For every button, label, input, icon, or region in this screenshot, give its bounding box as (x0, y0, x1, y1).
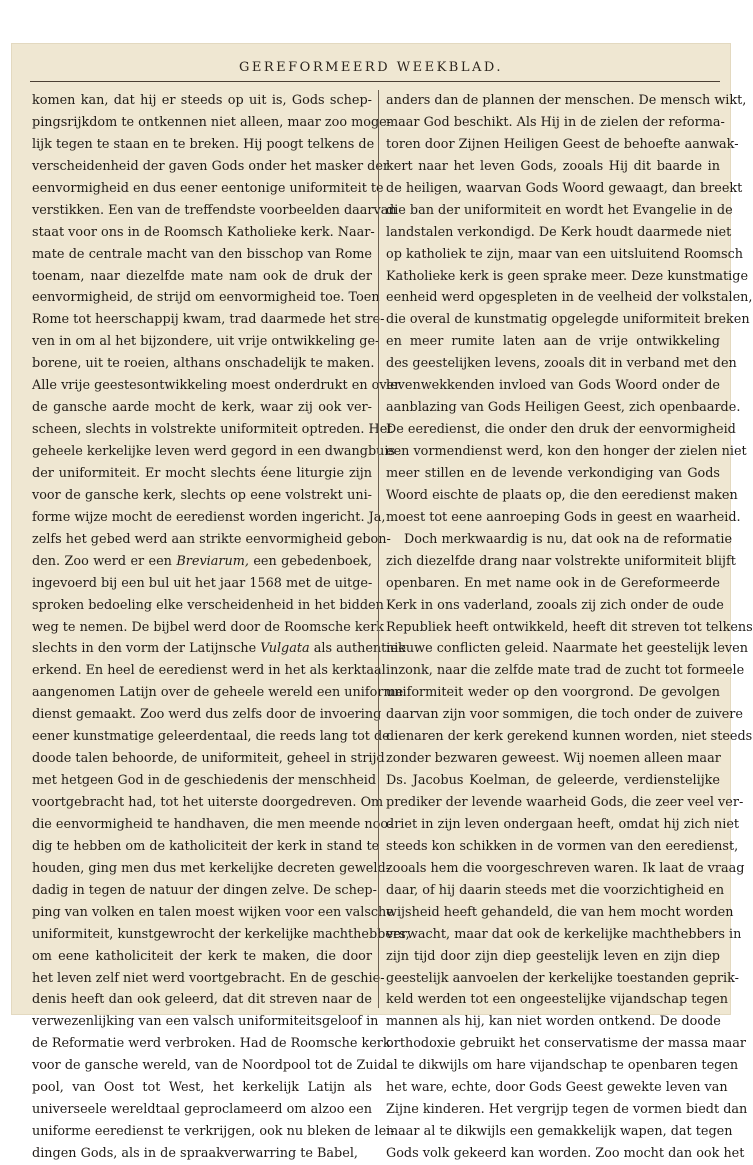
page-header: GEREFORMEERD WEEKBLAD. (239, 60, 503, 75)
text-line: eenheid werd opgespleten in de veelheid der volkstalen, (386, 290, 753, 306)
text-line: Ds. Jacobus Koelman, de geleerde, verdienstelijke (386, 773, 720, 789)
text-line: Rome tot heerschappij kwam, trad daarmede het stre- (32, 312, 385, 328)
text-line (32, 551, 372, 573)
italic-title: Breviarum, (176, 553, 249, 569)
text-line: wijsheid heeft gehandeld, die van hem mocht worden (386, 904, 734, 920)
text-line: maar God beschikt. Als Hij in de zielen der reforma- (386, 114, 725, 130)
text-line: dadig in tegen de natuur der dingen zelve. De schep- (32, 882, 377, 898)
text-line: voortgebracht had, tot het uiterste doorgedreven. Om (32, 795, 384, 810)
italic-title: Vulgata (260, 641, 310, 657)
text-line: geheele kerkelijke leven werd gegord in een dwangbuis (32, 444, 396, 459)
text-line: die ban der uniformiteit en wordt het Evangelie in de (386, 202, 733, 218)
text-line: driet in zijn leven ondergaan heeft, omdat hij zich niet (386, 816, 740, 832)
text-line: Kerk in ons vaderland, zooals zij zich onder de oude (386, 597, 724, 613)
text-segment: slechts in den vorm der Latijnsche (32, 641, 261, 657)
text-line: die overal de kunstmatig opgelegde uniformiteit breken (386, 312, 750, 328)
text-line: kert naar het leven Gods, zooals Hij dit baarde in (386, 158, 720, 174)
text-line: ven in om al het bijzondere, uit vrije ontwikkeling ge- (32, 334, 380, 350)
text-line: dienaren der kerk gerekend kunnen worden, niet steeds (386, 729, 753, 745)
text-line: verwacht, maar dat ook de kerkelijke machthebbers in (386, 926, 742, 942)
text-line: de heiligen, waarvan Gods Woord gewaagt, dan breekt (386, 180, 743, 196)
text-line: Doch merkwaardig is nu, dat ook na de reformatie (404, 531, 733, 547)
text-line: aangenomen Latijn over de geheele wereld een uniforme (32, 685, 404, 701)
text-line: scheen, slechts in volstrekte uniformiteit optreden. Het (32, 422, 393, 438)
text-line: mannen als hij, kan niet worden ontkend. De doode (386, 1014, 721, 1030)
text-line: het ware, echte, door Gods Geest gewekte leven van (386, 1080, 728, 1096)
text-line: maar al te dikwijls een gemakkelijk wapen, dat tegen (386, 1124, 733, 1140)
text-line: eenvormigheid, de strijd om eenvormigheid toe. Toen (32, 290, 380, 306)
text-line: openbaren. En met name ook in de Gereformeerde (386, 575, 720, 591)
text-line: moest tot eene aanroeping Gods in geest en waarheid. (386, 509, 741, 525)
text-line: zijn tijd door zijn diep geestelijk leven en zijn diep (386, 948, 720, 964)
text-line: aanblazing van Gods Heiligen Geest, zich openbaarde. (386, 400, 741, 416)
text-line: dig te hebben om de katholiciteit der kerk in stand te (32, 838, 380, 854)
text-line: ping van volken en talen moest wijken voor een valsche (32, 904, 394, 920)
text-line (32, 638, 406, 660)
text-line: De eeredienst, die onder den druk der eenvormigheid (386, 422, 736, 438)
text-line: nieuwe conflicten geleid. Naarmate het geestelijk leven (386, 641, 748, 657)
text-line: verwezenlijking van een valsch uniformiteitsgeloof in (32, 1014, 379, 1030)
text-line: forme wijze mocht de eeredienst worden ingericht. Ja, (32, 509, 386, 525)
text-line: doode talen behoorde, de uniformiteit, geheel in strijd (32, 751, 385, 767)
text-line: lijk tegen te staan en te breken. Hij poogt telkens de (32, 136, 375, 152)
text-line: Zijne kinderen. Het vergrijp tegen de vormen biedt dan (386, 1102, 748, 1118)
text-line: keld werden tot een ongeestelijke vijandschap tegen (386, 992, 728, 1008)
text-line: toren door Zijnen Heiligen Geest de behoefte aanwak- (386, 136, 739, 152)
text-segment: als authentiek (309, 641, 406, 657)
text-line: de Reformatie werd verbroken. Had de Roomsche kerk (32, 1036, 391, 1052)
header-rule (30, 81, 720, 82)
text-line: ingevoerd bij een bul uit het jaar 1568 met de uitge- (32, 575, 373, 591)
text-line: een vormendienst werd, kon den honger der zielen niet (386, 444, 747, 459)
text-line: houden, ging men dus met kerkelijke decreten geweld- (32, 860, 390, 876)
text-line: dingen Gods, als in de spraakverwarring te Babel, (32, 1146, 358, 1161)
text-line: eenvormigheid en dus eener eentonige uniformiteit te (32, 180, 384, 196)
right-column (386, 90, 753, 1165)
text-line: Alle vrije geestesontwikkeling moest onderdrukt en over (32, 378, 401, 394)
text-line: op katholiek te zijn, maar van een uitsluitend Roomsch (386, 246, 744, 262)
text-line: uniformiteit, kunstgewrocht der kerkelijke machthebbers, (32, 926, 410, 942)
text-line: pingsrijkdom te ontkennen niet alleen, maar zoo moge- (32, 114, 392, 130)
text-line: de gansche aarde mocht de kerk, waar zij ook ver- (32, 400, 372, 416)
text-line: om eene katholiciteit der kerk te maken, die door (32, 948, 372, 964)
text-line: pool, van Oost tot West, het kerkelijk Latijn als (32, 1080, 372, 1096)
text-line: Gods volk gekeerd kan worden. Zoo mocht dan ook het (386, 1146, 745, 1161)
text-line: landstalen verkondigd. De Kerk houdt daarmede niet (386, 224, 732, 240)
text-line: met hetgeen God in de geschiedenis der menschheid (32, 773, 377, 789)
text-line: prediker der levende waarheid Gods, die zeer veel ver- (386, 795, 744, 810)
text-line: steeds kon schikken in de vormen van den eeredienst, (386, 838, 739, 854)
text-line: geestelijk aanvoelen der kerkelijke toestanden geprik- (386, 970, 739, 986)
text-line: erkend. En heel de eeredienst werd in het als kerktaal (32, 663, 386, 679)
text-line: Republiek heeft ontwikkeld, heeft dit streven tot telkens (386, 619, 753, 635)
text-line: der uniformiteit. Er mocht slechts éene liturgie zijn (32, 465, 372, 481)
text-line: des geestelijken levens, zooals dit in verband met den (386, 356, 737, 372)
left-column (32, 90, 410, 1165)
text-line: toenam, naar diezelfde mate nam ook de druk der (32, 268, 372, 284)
text-line: zonder bezwaren geweest. Wij noemen alleen maar (386, 751, 721, 767)
text-line: sproken bedoeling elke verscheidenheid in het bidden (32, 597, 384, 613)
text-line: levenwekkenden invloed van Gods Woord onder de (386, 378, 720, 394)
text-line: universeele wereldtaal geproclameerd om alzoo een (32, 1102, 372, 1118)
text-line: zooals hem die voorgeschreven waren. Ik laat de vraag (386, 860, 745, 876)
text-line: orthodoxie gebruikt het conservatisme der massa maar (386, 1036, 747, 1052)
text-segment: een gebedenboek, (248, 553, 372, 569)
text-line: komen kan, dat hij er steeds op uit is, Gods schep- (32, 93, 372, 108)
page-sheet (12, 44, 753, 1161)
text-line: staat voor ons in de Roomsch Katholieke kerk. Naar- (32, 224, 375, 240)
text-line: en meer rumite laten aan de vrije ontwikkeling (386, 334, 720, 350)
column-divider (378, 90, 379, 1008)
text-line: weg te nemen. De bijbel werd door de Roomsche kerk (32, 619, 385, 635)
text-segment: den. Zoo werd er een (32, 553, 177, 569)
text-line: daar, of hij daarin steeds met die voorzichtigheid en (386, 882, 725, 898)
text-line: uniforme eeredienst te verkrijgen, ook nu bleken de lei- (32, 1124, 395, 1140)
text-line: zelfs het gebed werd aan strikte eenvormigheid gebon- (32, 531, 391, 547)
text-line: Woord eischte de plaats op, die den eeredienst maken (386, 487, 738, 503)
text-line: denis heeft dan ook geleerd, dat dit streven naar de (32, 992, 372, 1008)
text-line: borene, uit te roeien, althans onschadelijk te maken. (32, 356, 375, 372)
text-line: inzonk, naar die zelfde mate trad de zucht tot formeele (386, 663, 745, 679)
text-line: die eenvormigheid te handhaven, die men meende noo- (32, 816, 393, 832)
text-line: al te dikwijls om hare vijandschap te openbaren tegen (386, 1058, 739, 1074)
text-line: dienst gemaakt. Zoo werd dus zelfs door de invoering (32, 707, 382, 723)
text-line: meer stillen en de levende verkondiging van Gods (386, 465, 720, 481)
text-line: daarvan zijn voor sommigen, die toch onder de zuivere (386, 707, 743, 723)
text-line: anders dan de plannen der menschen. De mensch wikt, (386, 93, 747, 108)
text-line: eener kunstmatige geleerdentaal, die reeds lang tot de (32, 729, 390, 745)
text-line: zich diezelfde drang naar volstrekte uniformiteit blijft (386, 553, 736, 569)
text-line: het leven zelf niet werd voortgebracht. En de geschie- (32, 970, 385, 986)
text-line: mate de centrale macht van den bisschop van Rome (32, 246, 372, 262)
text-line: verscheidenheid der gaven Gods onder het masker der (32, 158, 390, 174)
text-line: uniformiteit weder op den voorgrond. De gevolgen (386, 685, 720, 701)
text-line: Katholieke kerk is geen sprake meer. Deze kunstmatige (386, 268, 749, 284)
text-line: voor de gansche wereld, van de Noordpool tot de Zuid- (32, 1058, 391, 1074)
text-line: verstikken. Een van de treffendste voorbeelden daarvan (32, 202, 397, 218)
text-line: voor de gansche kerk, slechts op eene volstrekt uni- (32, 487, 372, 503)
